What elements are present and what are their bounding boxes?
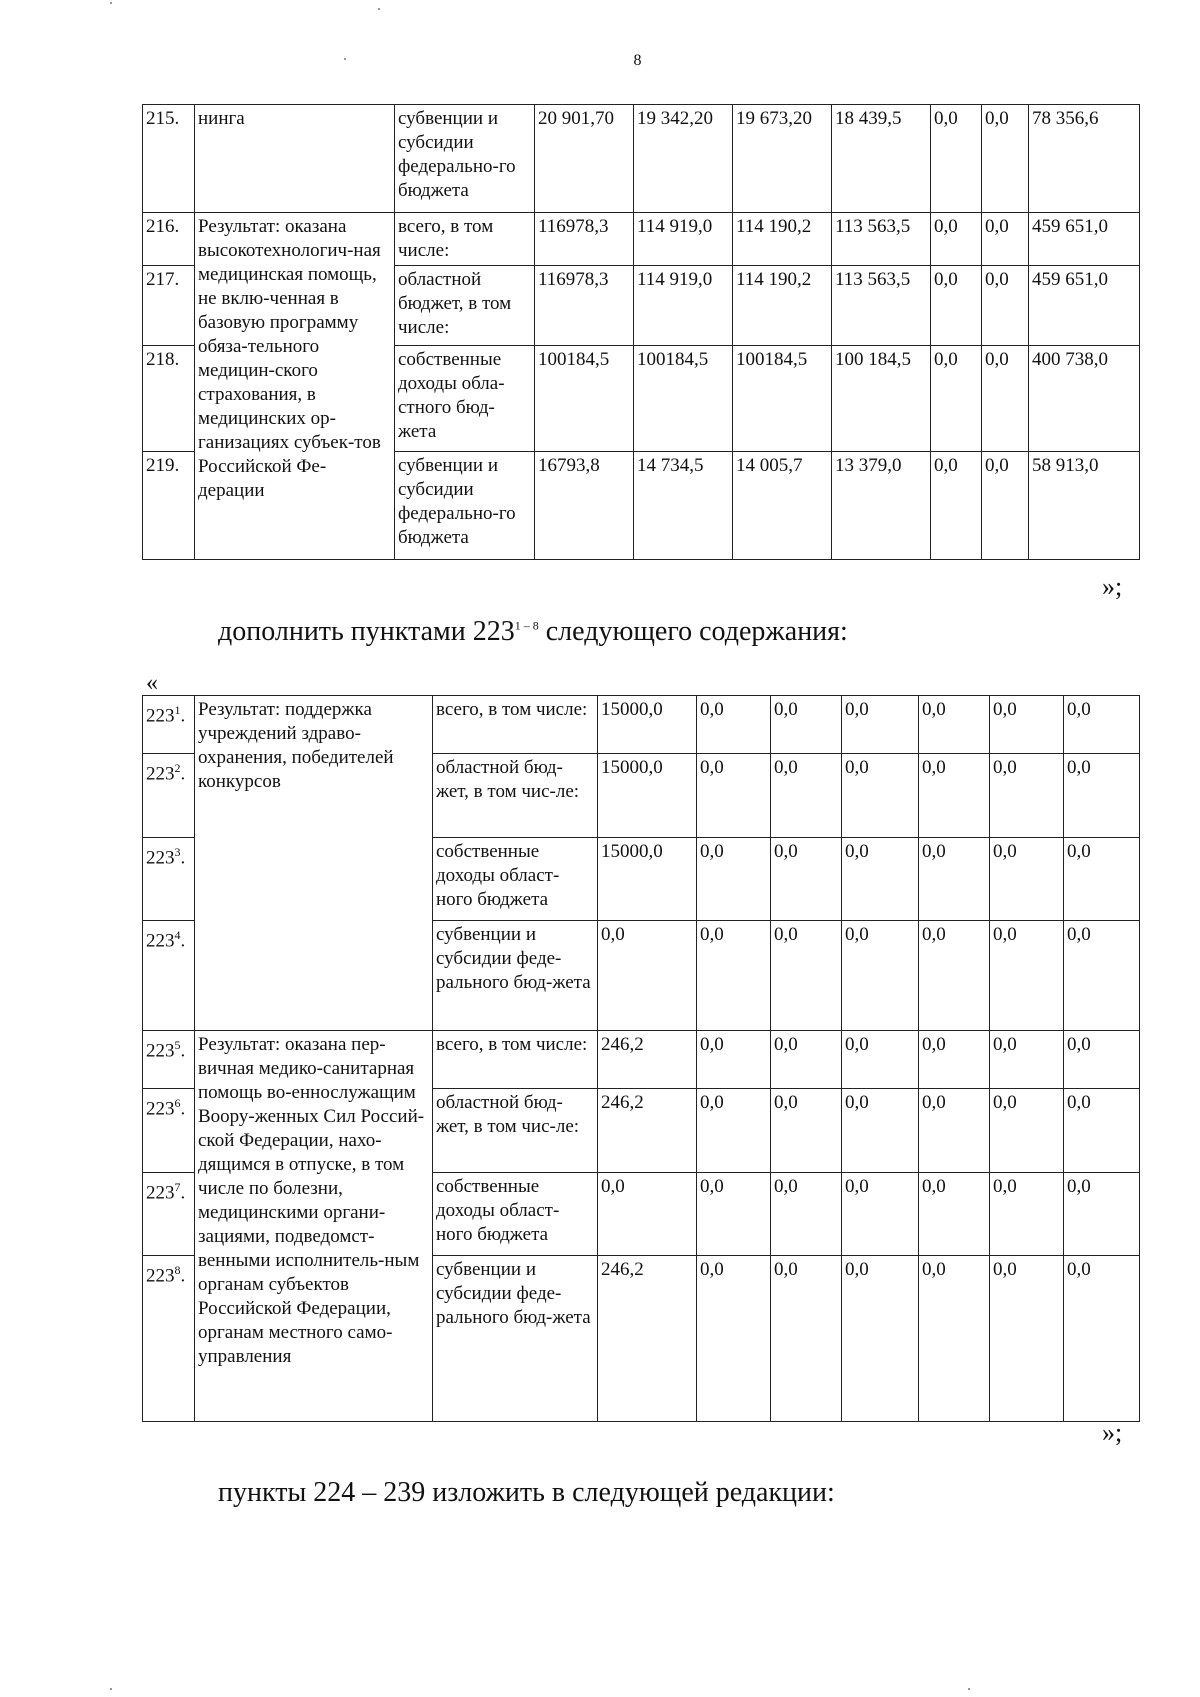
- value-cell: 15000,0: [598, 838, 697, 921]
- closing-quote: »;: [1102, 1418, 1123, 1447]
- value-cell: 114 919,0: [634, 213, 733, 266]
- funding-source: собственные доходы област-ного бюджета: [433, 1173, 598, 1256]
- merged-description: Результат: поддержка учреждений здраво-охранения, победителей конкурсов: [195, 696, 433, 1031]
- row-number: $223^6$.: [143, 1089, 195, 1173]
- row-number: $223^3$.: [143, 838, 195, 921]
- row-number: 216.: [143, 213, 195, 266]
- value-cell: 19 673,20: [733, 105, 832, 213]
- merged-description: Результат: оказана пер-вичная медико-санитарная помощь во-еннослужащим Воору-женных Сил Россий-ской Федерации, нахо-дящимся в отпуске, в том числе по болезни, медицинскими органи-зациями, подведомст-венными исполнитель-ным органам субъектов Российской Федерации, органам местного само-управления: [195, 1031, 433, 1422]
- scan-speck: [110, 2, 112, 4]
- value-cell: 0,0: [842, 1031, 919, 1089]
- value-cell: 0,0: [697, 1173, 771, 1256]
- funding-source: областной бюд-жет, в том чис-ле:: [433, 1089, 598, 1173]
- value-cell: 0,0: [1064, 921, 1140, 1031]
- value-cell: 0,0: [697, 1031, 771, 1089]
- funding-source: областной бюд-жет, в том чис-ле:: [433, 754, 598, 838]
- value-cell: 114 919,0: [634, 266, 733, 346]
- value-cell: 0,0: [771, 921, 842, 1031]
- funding-source: всего, в том числе:: [433, 1031, 598, 1089]
- value-cell: 0,0: [990, 1173, 1064, 1256]
- row-number: $223^5$.: [143, 1031, 195, 1089]
- value-cell: 0,0: [919, 1031, 990, 1089]
- value-cell: 0,0: [919, 1256, 990, 1422]
- value-cell: 0,0: [982, 105, 1029, 213]
- table-row: [143, 105, 1140, 213]
- value-cell: 13 379,0: [832, 452, 931, 560]
- row-number: $223^8$.: [143, 1256, 195, 1422]
- row-number: 219.: [143, 452, 195, 560]
- value-cell: 0,0: [771, 1031, 842, 1089]
- funding-source: субвенции и субсидии федерально-го бюджета: [395, 105, 535, 213]
- value-cell: 0,0: [771, 1173, 842, 1256]
- value-cell: 0,0: [919, 921, 990, 1031]
- value-cell: 114 190,2: [733, 266, 832, 346]
- funding-source: областной бюджет, в том числе:: [395, 266, 535, 346]
- value-cell: 58 913,0: [1029, 452, 1140, 560]
- value-cell: 0,0: [697, 838, 771, 921]
- value-cell: 0,0: [1064, 1173, 1140, 1256]
- value-cell: 0,0: [1064, 1256, 1140, 1422]
- funding-source: собственные доходы обла-стного бюд-жета: [395, 346, 535, 452]
- value-cell: 0,0: [931, 105, 982, 213]
- value-cell: 0,0: [1064, 754, 1140, 838]
- row-description: нинга: [195, 105, 395, 213]
- value-cell: 0,0: [990, 696, 1064, 754]
- value-cell: 0,0: [771, 696, 842, 754]
- value-cell: 0,0: [842, 696, 919, 754]
- funding-source: субвенции и субсидии федерально-го бюджета: [395, 452, 535, 560]
- value-cell: 0,0: [919, 754, 990, 838]
- value-cell: 0,0: [697, 1089, 771, 1173]
- row-number: 218.: [143, 346, 195, 452]
- merged-description: Результат: оказана высокотехнологич-ная медицинская помощь, не вклю-ченная в базовую программу обяза-тельного медицин-ского страхования, в медицинских ор-ганизациях субъек-тов Российской Фе-дерации: [195, 213, 395, 560]
- row-number: 215.: [143, 105, 195, 213]
- value-cell: 0,0: [842, 838, 919, 921]
- value-cell: 0,0: [990, 1031, 1064, 1089]
- value-cell: 15000,0: [598, 754, 697, 838]
- value-cell: 0,0: [771, 838, 842, 921]
- funding-source: собственные доходы област-ного бюджета: [433, 838, 598, 921]
- value-cell: 0,0: [919, 1089, 990, 1173]
- value-cell: 246,2: [598, 1031, 697, 1089]
- value-cell: 20 901,70: [535, 105, 634, 213]
- value-cell: 16793,8: [535, 452, 634, 560]
- value-cell: 113 563,5: [832, 266, 931, 346]
- value-cell: 0,0: [990, 1256, 1064, 1422]
- value-cell: 0,0: [697, 696, 771, 754]
- page-number: 8: [633, 52, 642, 69]
- value-cell: 0,0: [919, 1173, 990, 1256]
- value-cell: 14 734,5: [634, 452, 733, 560]
- value-cell: 246,2: [598, 1256, 697, 1422]
- value-cell: 0,0: [842, 1256, 919, 1422]
- row-number: $223^1$.: [143, 696, 195, 754]
- value-cell: 0,0: [1064, 1031, 1140, 1089]
- value-cell: 0,0: [990, 754, 1064, 838]
- value-cell: 14 005,7: [733, 452, 832, 560]
- value-cell: 0,0: [842, 921, 919, 1031]
- value-cell: 0,0: [697, 754, 771, 838]
- value-cell: 15000,0: [598, 696, 697, 754]
- value-cell: 0,0: [771, 754, 842, 838]
- value-cell: 0,0: [842, 1173, 919, 1256]
- value-cell: 0,0: [990, 921, 1064, 1031]
- value-cell: 0,0: [982, 346, 1029, 452]
- value-cell: 0,0: [771, 1089, 842, 1173]
- value-cell: 19 342,20: [634, 105, 733, 213]
- value-cell: 0,0: [598, 1173, 697, 1256]
- table-row: [143, 696, 1140, 754]
- value-cell: 459 651,0: [1029, 266, 1140, 346]
- value-cell: 100184,5: [733, 346, 832, 452]
- value-cell: 113 563,5: [832, 213, 931, 266]
- value-cell: 116978,3: [535, 213, 634, 266]
- funding-source: всего, в том числе:: [433, 696, 598, 754]
- value-cell: 0,0: [842, 754, 919, 838]
- value-cell: 0,0: [931, 452, 982, 560]
- value-cell: 114 190,2: [733, 213, 832, 266]
- value-cell: 100 184,5: [832, 346, 931, 452]
- value-cell: 0,0: [1064, 838, 1140, 921]
- value-cell: 459 651,0: [1029, 213, 1140, 266]
- opening-quote: «: [146, 670, 158, 696]
- value-cell: 0,0: [919, 696, 990, 754]
- scan-speck: [378, 8, 380, 10]
- funding-source: субвенции и субсидии феде-рального бюд-жета: [433, 921, 598, 1031]
- row-number: $223^4$.: [143, 921, 195, 1031]
- value-cell: 0,0: [982, 213, 1029, 266]
- funding-source: субвенции и субсидии феде-рального бюд-жета: [433, 1256, 598, 1422]
- amendment-heading-1: дополнить пунктами 223$^{1 - 8}$ следующего содержания:: [218, 616, 848, 647]
- row-number: $223^7$.: [143, 1173, 195, 1256]
- budget-table-added-items: [142, 695, 1140, 1422]
- row-number: $223^2$.: [143, 754, 195, 838]
- value-cell: 116978,3: [535, 266, 634, 346]
- value-cell: 0,0: [982, 452, 1029, 560]
- value-cell: 78 356,6: [1029, 105, 1140, 213]
- value-cell: 0,0: [771, 1256, 842, 1422]
- scan-speck: [344, 58, 346, 60]
- budget-table-top: [142, 104, 1140, 560]
- value-cell: 0,0: [931, 346, 982, 452]
- scan-speck: [110, 1688, 112, 1690]
- value-cell: 0,0: [598, 921, 697, 1031]
- closing-quote: »;: [1102, 572, 1123, 601]
- value-cell: 400 738,0: [1029, 346, 1140, 452]
- amendment-heading-2: пункты 224 – 239 изложить в следующей редакции:: [218, 1477, 835, 1508]
- funding-source: всего, в том числе:: [395, 213, 535, 266]
- table-row: [143, 213, 1140, 266]
- value-cell: 0,0: [990, 838, 1064, 921]
- value-cell: 0,0: [931, 213, 982, 266]
- table-row: [143, 1031, 1140, 1089]
- value-cell: 100184,5: [634, 346, 733, 452]
- value-cell: 246,2: [598, 1089, 697, 1173]
- value-cell: 0,0: [842, 1089, 919, 1173]
- value-cell: 0,0: [697, 921, 771, 1031]
- value-cell: 0,0: [1064, 696, 1140, 754]
- value-cell: 0,0: [1064, 1089, 1140, 1173]
- row-number: 217.: [143, 266, 195, 346]
- value-cell: 0,0: [982, 266, 1029, 346]
- value-cell: 0,0: [931, 266, 982, 346]
- value-cell: 18 439,5: [832, 105, 931, 213]
- value-cell: 0,0: [919, 838, 990, 921]
- value-cell: 0,0: [990, 1089, 1064, 1173]
- scan-speck: [968, 1688, 970, 1690]
- value-cell: 0,0: [697, 1256, 771, 1422]
- value-cell: 100184,5: [535, 346, 634, 452]
